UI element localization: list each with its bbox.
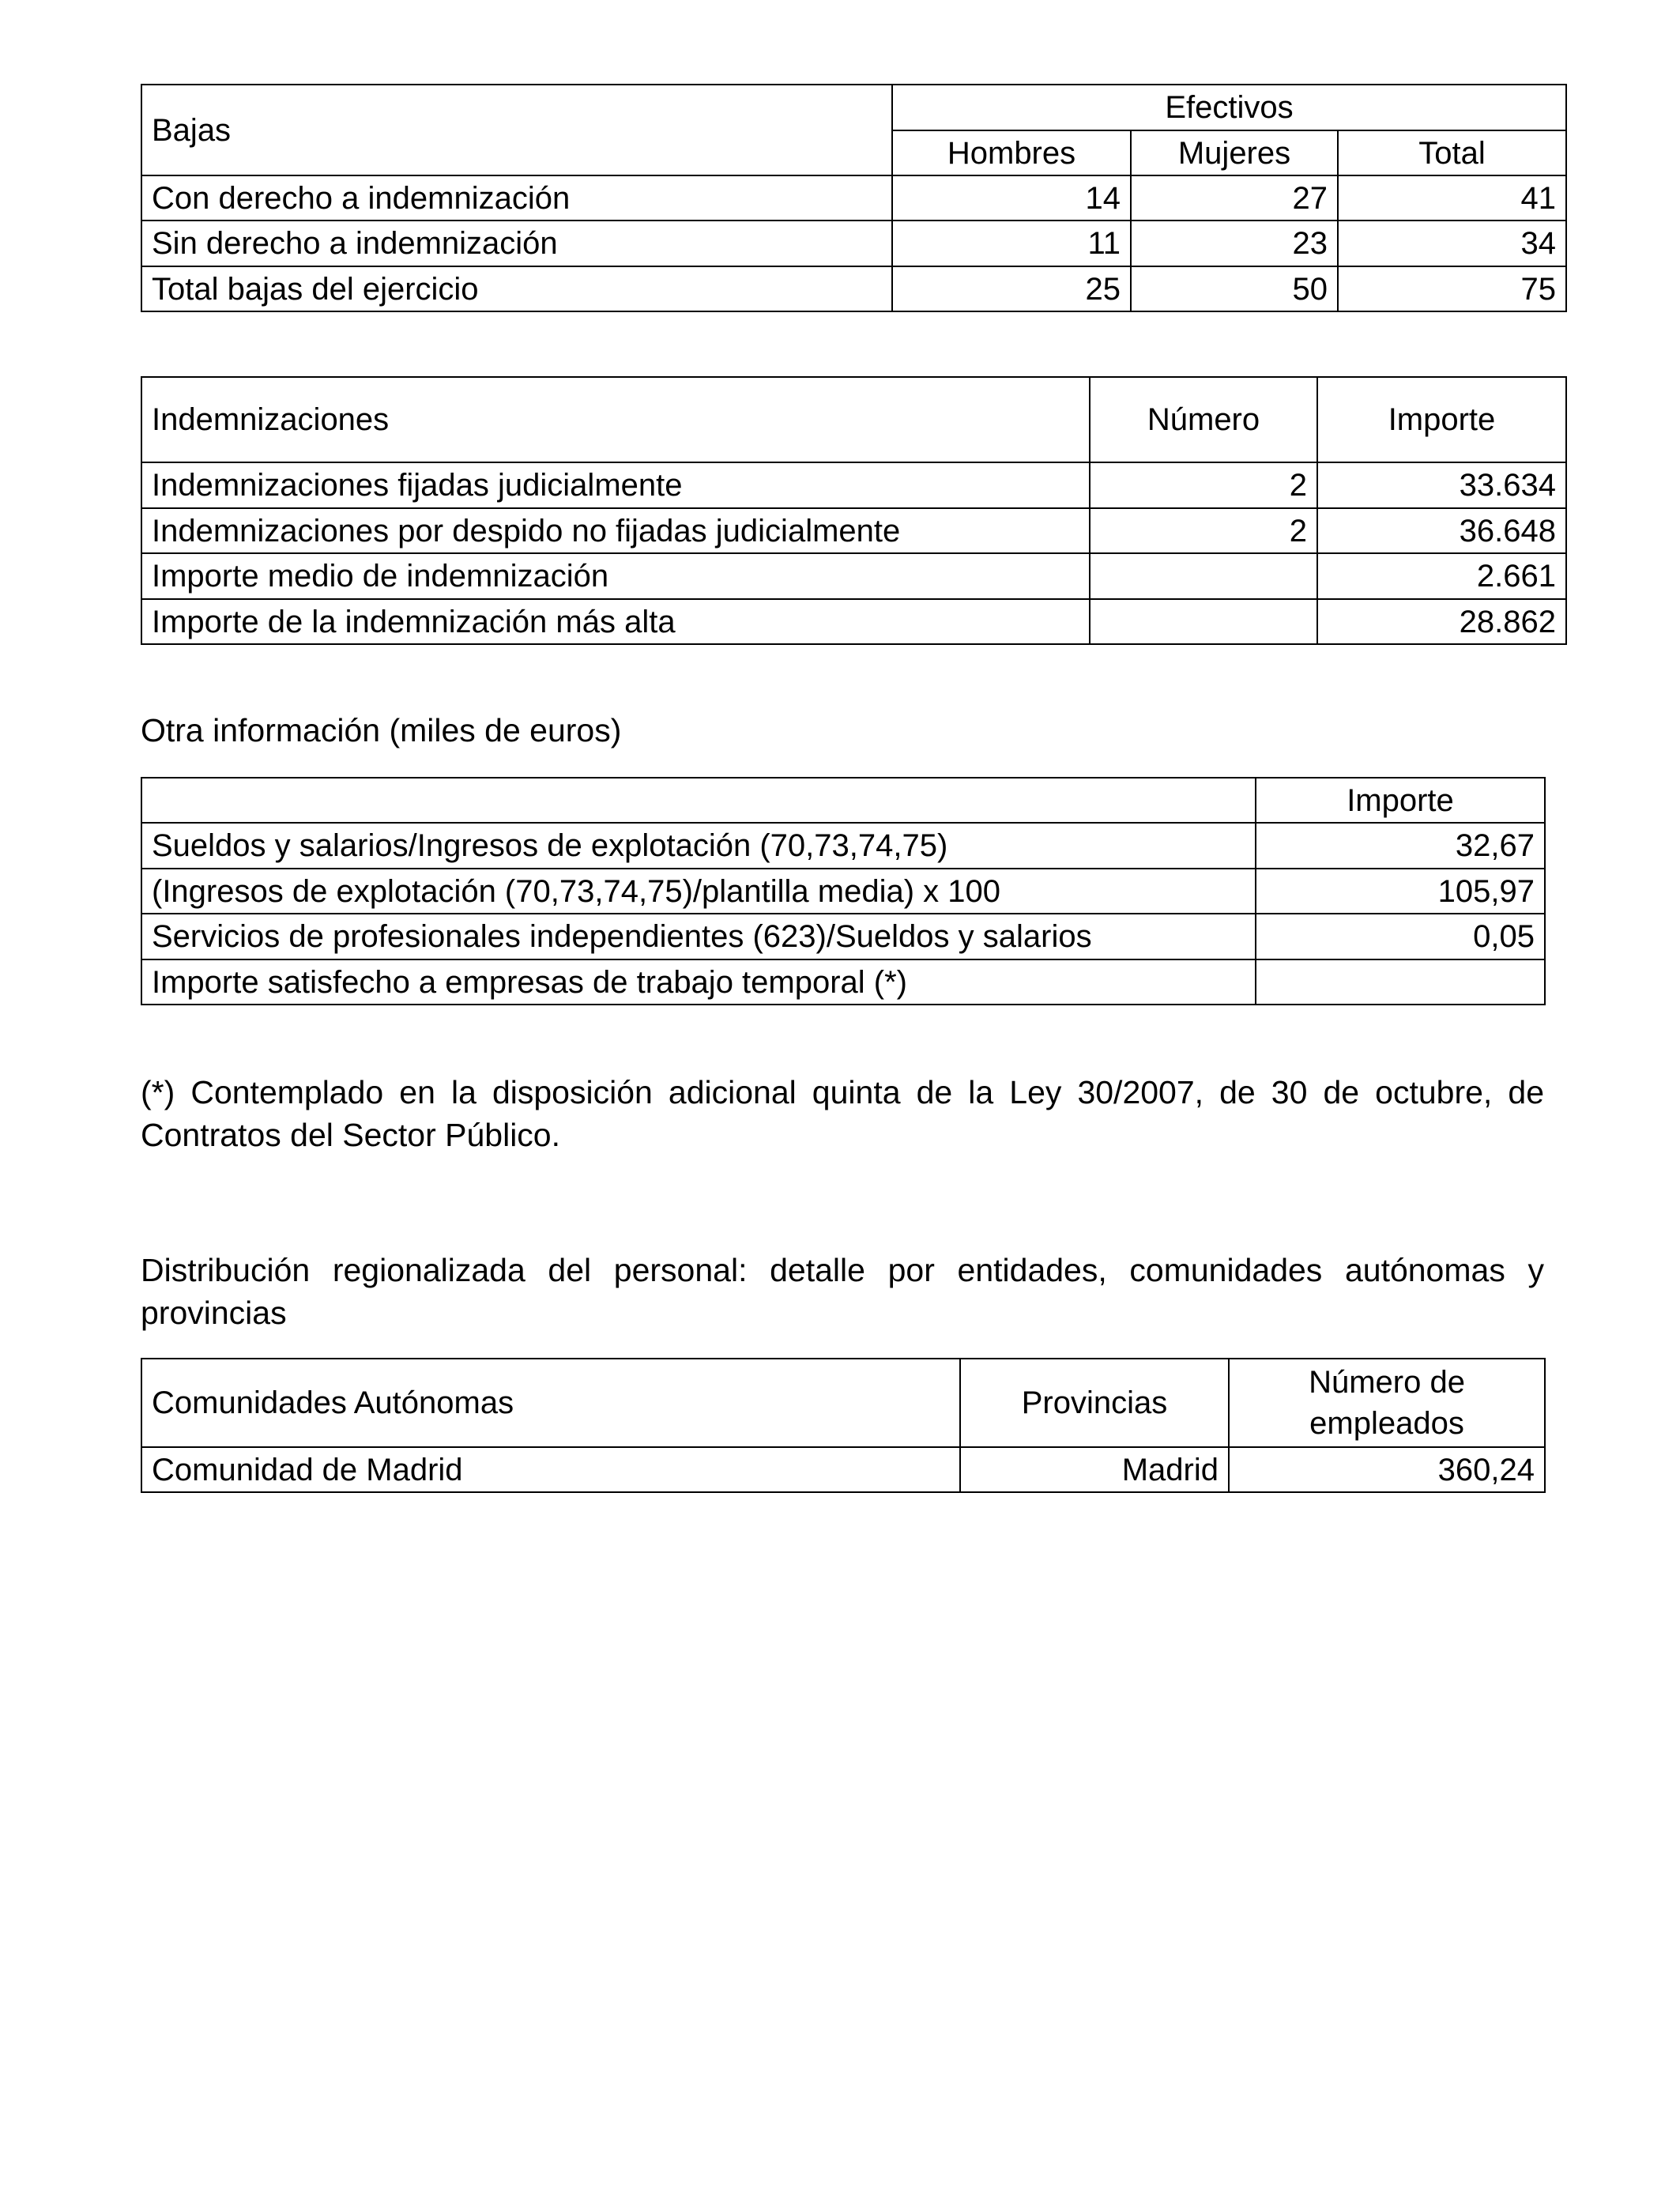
- bajas-header-group: Efectivos: [892, 85, 1566, 130]
- cell-comunidad: Comunidad de Madrid: [141, 1447, 960, 1492]
- row-label: Importe medio de indemnización: [141, 553, 1090, 599]
- cell-importe: 0,05: [1256, 914, 1545, 959]
- cell-hombres: 25: [892, 266, 1131, 311]
- table-row: [141, 462, 1566, 508]
- cell-mujeres: 27: [1131, 175, 1338, 221]
- row-label: (Ingresos de explotación (70,73,74,75)/plantilla media) x 100: [141, 869, 1256, 914]
- bajas-col-mujeres: Mujeres: [1131, 130, 1338, 175]
- cell-numero: 2: [1090, 462, 1317, 508]
- cell-empleados: 360,24: [1229, 1447, 1545, 1492]
- cell-numero: [1090, 553, 1317, 599]
- table-row: [141, 508, 1566, 553]
- bajas-table: [141, 84, 1567, 312]
- indemnizaciones-table: [141, 376, 1567, 645]
- bajas-col-total: Total: [1338, 130, 1566, 175]
- otra-info-heading: Otra información (miles de euros): [141, 712, 622, 748]
- distribucion-header-comunidad: Comunidades Autónomas: [141, 1359, 960, 1447]
- table-row: [141, 266, 1566, 311]
- otra-info-table: [141, 777, 1546, 1005]
- distribucion-header-provincia: Provincias: [960, 1359, 1229, 1447]
- distribucion-header-empleados: Número de empleados: [1229, 1359, 1545, 1447]
- distribucion-heading: Distribución regionalizada del personal: detalle por entidades, comunidades autónomas y provincias: [141, 1252, 1544, 1331]
- bajas-header-label: Bajas: [141, 85, 892, 175]
- cell-total: 41: [1338, 175, 1566, 221]
- row-label: Indemnizaciones por despido no fijadas judicialmente: [141, 508, 1090, 553]
- cell-provincia: Madrid: [960, 1447, 1229, 1492]
- cell-importe: 105,97: [1256, 869, 1545, 914]
- footnote: (*) Contemplado en la disposición adicional quinta de la Ley 30/2007, de 30 de octubre, de Contratos del Sector Público.: [141, 1074, 1544, 1153]
- otra-info-header-label: [141, 778, 1256, 823]
- table-row: [141, 553, 1566, 599]
- indemnizaciones-header-numero: Número: [1090, 377, 1317, 462]
- row-label: Sin derecho a indemnización: [141, 221, 892, 266]
- indemnizaciones-header-importe: Importe: [1317, 377, 1566, 462]
- distribucion-table: [141, 1358, 1546, 1493]
- row-label: Con derecho a indemnización: [141, 175, 892, 221]
- indemnizaciones-header-label: Indemnizaciones: [141, 377, 1090, 462]
- table-row: [141, 599, 1566, 644]
- cell-importe: [1256, 959, 1545, 1005]
- cell-importe: 2.661: [1317, 553, 1566, 599]
- row-label: Servicios de profesionales independientes (623)/Sueldos y salarios: [141, 914, 1256, 959]
- cell-mujeres: 23: [1131, 221, 1338, 266]
- cell-total: 75: [1338, 266, 1566, 311]
- table-row: [141, 221, 1566, 266]
- cell-hombres: 11: [892, 221, 1131, 266]
- table-row: [141, 914, 1545, 959]
- row-label: Indemnizaciones fijadas judicialmente: [141, 462, 1090, 508]
- cell-mujeres: 50: [1131, 266, 1338, 311]
- row-label: Total bajas del ejercicio: [141, 266, 892, 311]
- cell-importe: 36.648: [1317, 508, 1566, 553]
- cell-hombres: 14: [892, 175, 1131, 221]
- otra-info-header-importe: Importe: [1256, 778, 1545, 823]
- row-label: Importe de la indemnización más alta: [141, 599, 1090, 644]
- cell-importe: 32,67: [1256, 823, 1545, 869]
- row-label: Sueldos y salarios/Ingresos de explotación (70,73,74,75): [141, 823, 1256, 869]
- cell-numero: 2: [1090, 508, 1317, 553]
- cell-importe: 28.862: [1317, 599, 1566, 644]
- cell-importe: 33.634: [1317, 462, 1566, 508]
- table-row: [141, 175, 1566, 221]
- table-row: [141, 959, 1545, 1005]
- cell-numero: [1090, 599, 1317, 644]
- bajas-col-hombres: Hombres: [892, 130, 1131, 175]
- row-label: Importe satisfecho a empresas de trabajo temporal (*): [141, 959, 1256, 1005]
- table-row: [141, 1447, 1545, 1492]
- cell-total: 34: [1338, 221, 1566, 266]
- table-row: [141, 869, 1545, 914]
- table-row: [141, 823, 1545, 869]
